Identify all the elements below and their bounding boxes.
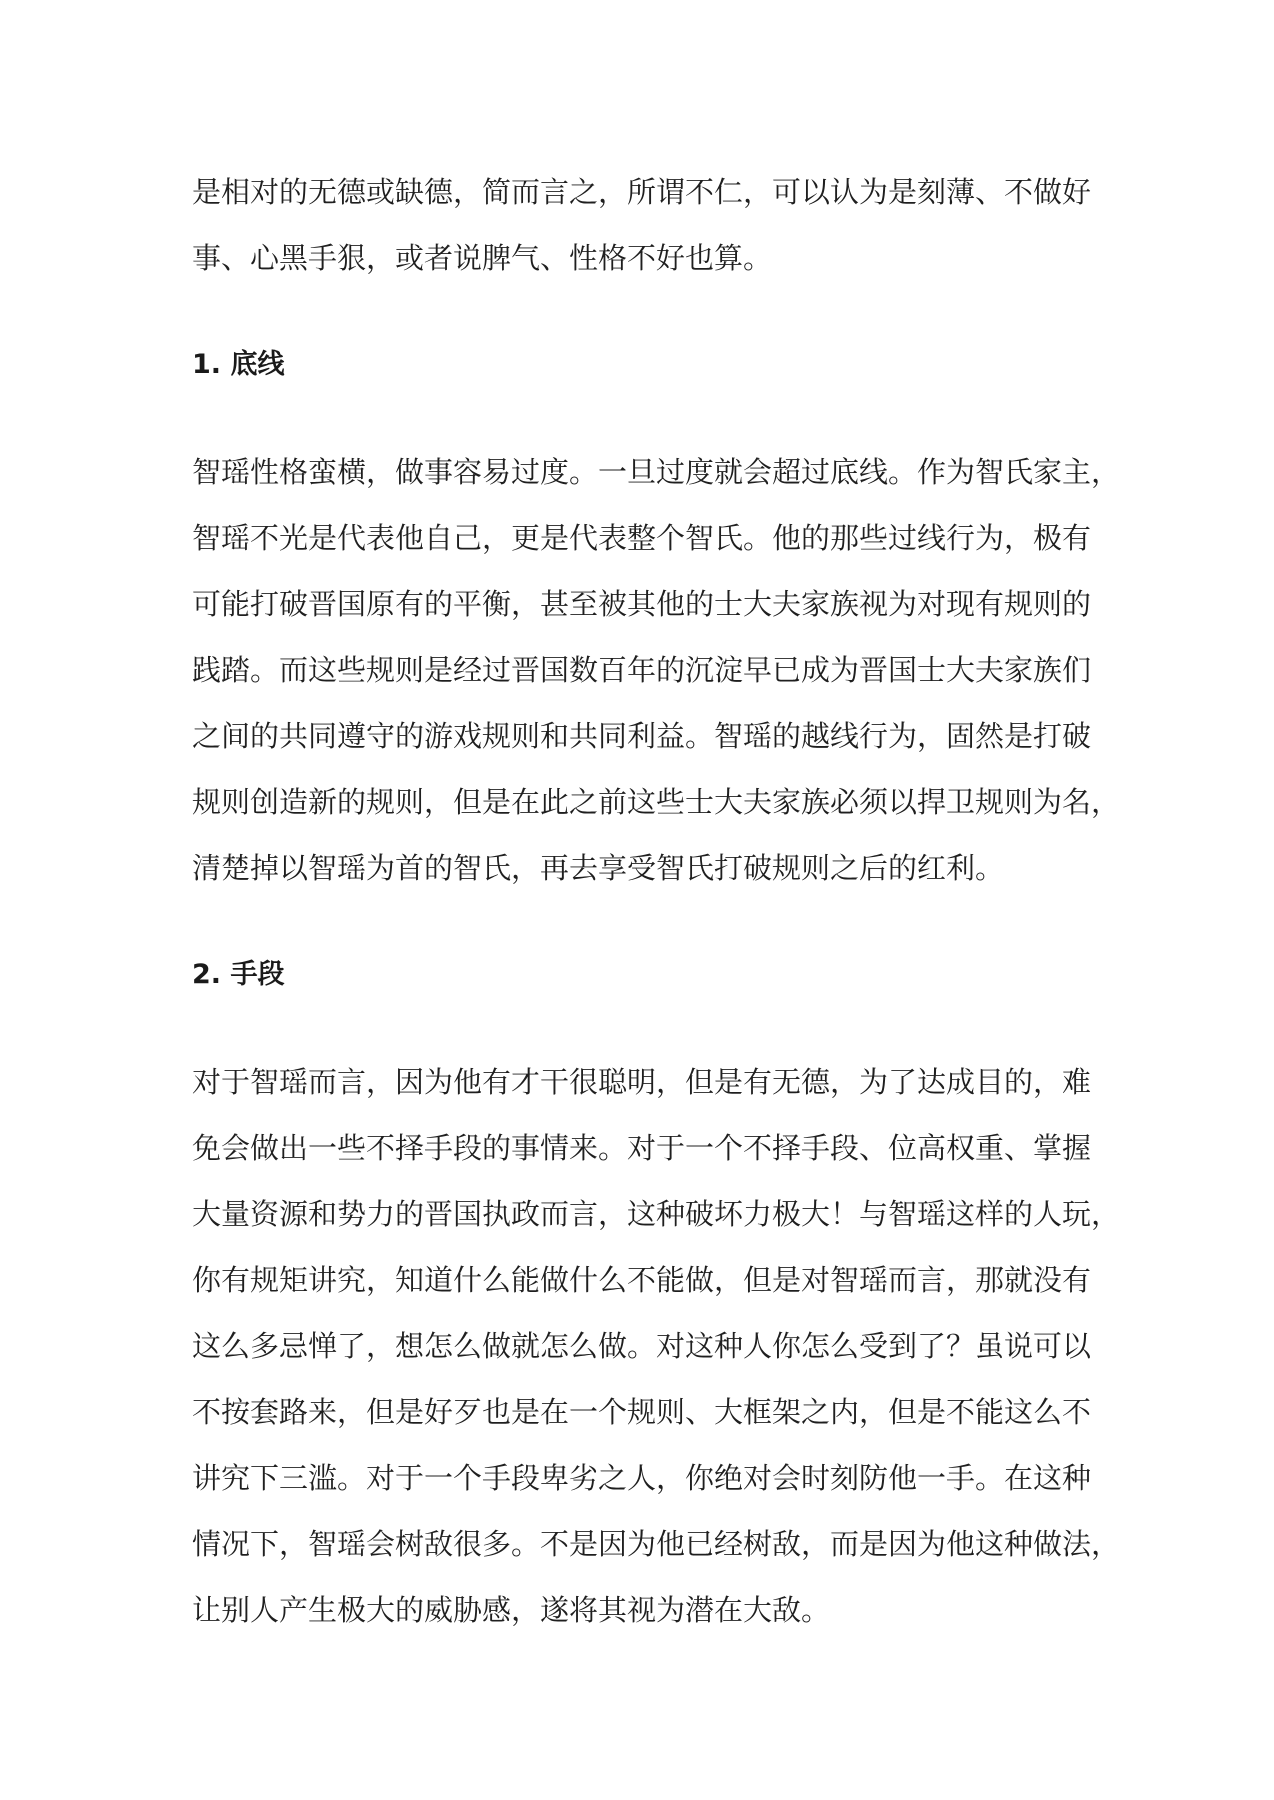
section-heading-means: 2. 手段: [192, 959, 285, 990]
paragraph-line: 对于智瑶而言，因为他有才干很聪明，但是有无德，为了达成目的，难: [192, 1065, 1092, 1099]
paragraph-line: 情况下，智瑶会树敌很多。不是因为他已经树敌，而是因为他这种做法，: [192, 1527, 1121, 1561]
paragraph-line: 不按套路来，但是好歹也是在一个规则、大框架之内，但是不能这么不: [192, 1395, 1092, 1429]
paragraph-line: 这么多忌惮了，想怎么做就怎么做。对这种人你怎么受到了？虽说可以: [192, 1329, 1092, 1363]
paragraph-line: 大量资源和势力的晋国执政而言，这种破坏力极大！与智瑶这样的人玩，: [192, 1197, 1121, 1231]
section-heading-bottom-line: 1. 底线: [192, 349, 285, 380]
paragraph-line: 你有规矩讲究，知道什么能做什么不能做，但是对智瑶而言，那就没有: [192, 1263, 1092, 1297]
paragraph-line: 之间的共同遵守的游戏规则和共同利益。智瑶的越线行为，固然是打破: [192, 719, 1092, 753]
paragraph-line: 规则创造新的规则，但是在此之前这些士大夫家族必须以捍卫规则为名，: [192, 785, 1121, 819]
paragraph-line: 智瑶性格蛮横，做事容易过度。一旦过度就会超过底线。作为智氏家主，: [192, 455, 1121, 489]
paragraph-line: 践踏。而这些规则是经过晋国数百年的沉淀早已成为晋国士大夫家族们: [192, 653, 1092, 687]
paragraph-line: 智瑶不光是代表他自己，更是代表整个智氏。他的那些过线行为，极有: [192, 521, 1092, 555]
paragraph-line: 清楚掉以智瑶为首的智氏，再去享受智氏打破规则之后的红利。: [192, 851, 1005, 885]
paragraph-line: 可能打破晋国原有的平衡，甚至被其他的士大夫家族视为对现有规则的: [192, 587, 1092, 621]
intro-line: 是相对的无德或缺德，简而言之，所谓不仁，可以认为是刻薄、不做好: [192, 175, 1092, 209]
paragraph-line: 讲究下三滥。对于一个手段卑劣之人，你绝对会时刻防他一手。在这种: [192, 1461, 1092, 1495]
intro-line: 事、心黑手狠，或者说脾气、性格不好也算。: [192, 241, 773, 275]
paragraph-line: 免会做出一些不择手段的事情来。对于一个不择手段、位高权重、掌握: [192, 1131, 1092, 1165]
paragraph-line: 让别人产生极大的威胁感，遂将其视为潜在大敌。: [192, 1593, 831, 1627]
